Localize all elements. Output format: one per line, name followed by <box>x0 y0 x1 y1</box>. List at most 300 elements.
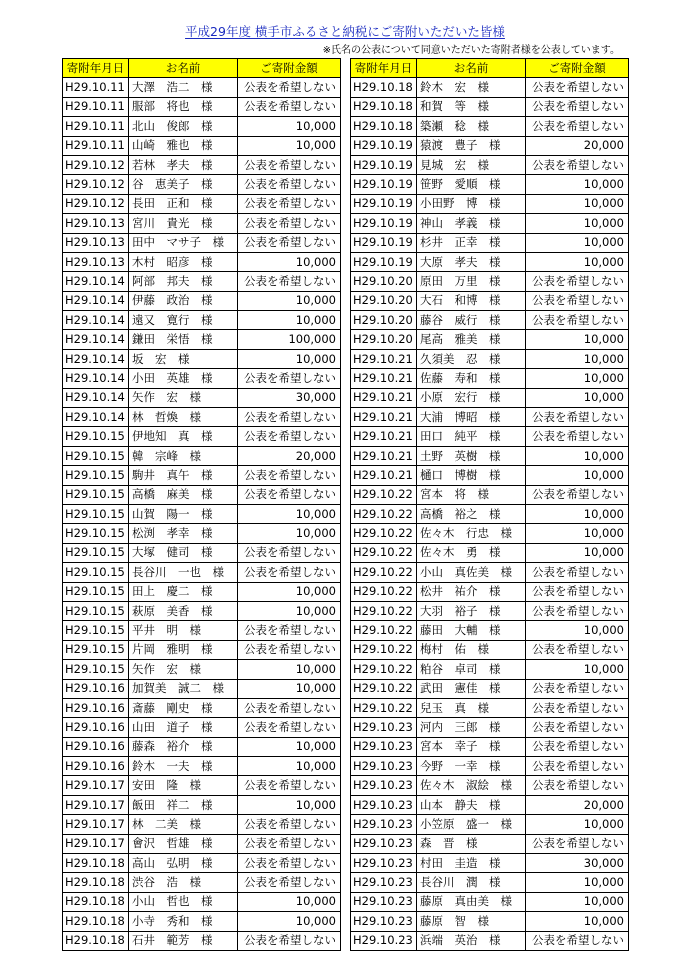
date-cell: H29.10.23 <box>351 737 417 756</box>
date-cell: H29.10.18 <box>351 117 417 136</box>
header-name: お名前 <box>417 59 526 78</box>
amount-cell: 10,000 <box>526 214 629 233</box>
table-row <box>63 175 341 194</box>
amount-cell: 10,000 <box>238 524 341 543</box>
table-row <box>351 679 629 698</box>
name-cell: 浜端 英治 様 <box>417 931 526 950</box>
name-cell: 森 晋 様 <box>417 834 526 853</box>
date-cell: H29.10.20 <box>351 330 417 349</box>
name-cell: 駒井 真午 様 <box>129 466 238 485</box>
table-row <box>351 175 629 194</box>
table-row <box>63 349 341 368</box>
date-cell: H29.10.14 <box>63 349 129 368</box>
name-cell: 韓 宗峰 様 <box>129 446 238 465</box>
date-cell: H29.10.18 <box>351 78 417 97</box>
amount-cell: 公表を希望しない <box>238 485 341 504</box>
name-cell: 梅村 佑 様 <box>417 640 526 659</box>
name-cell: 小寺 秀和 様 <box>129 912 238 931</box>
table-row <box>351 834 629 853</box>
table-row <box>63 543 341 562</box>
date-cell: H29.10.11 <box>63 97 129 116</box>
amount-cell: 10,000 <box>526 252 629 271</box>
table-row <box>351 194 629 213</box>
amount-cell: 公表を希望しない <box>526 78 629 97</box>
table-row <box>63 214 341 233</box>
amount-cell: 10,000 <box>238 311 341 330</box>
amount-cell: 公表を希望しない <box>526 776 629 795</box>
amount-cell: 10,000 <box>526 660 629 679</box>
date-cell: H29.10.22 <box>351 582 417 601</box>
amount-cell: 10,000 <box>526 175 629 194</box>
date-cell: H29.10.22 <box>351 543 417 562</box>
amount-cell: 10,000 <box>238 737 341 756</box>
name-cell: 山賀 陽一 様 <box>129 504 238 523</box>
date-cell: H29.10.23 <box>351 815 417 834</box>
amount-cell: 10,000 <box>238 504 341 523</box>
name-cell: 村田 圭造 様 <box>417 854 526 873</box>
name-cell: 久須美 忍 様 <box>417 349 526 368</box>
date-cell: H29.10.14 <box>63 408 129 427</box>
table-row <box>63 311 341 330</box>
name-cell: 藤原 智 様 <box>417 912 526 931</box>
date-cell: H29.10.15 <box>63 582 129 601</box>
amount-cell: 公表を希望しない <box>238 931 341 950</box>
name-cell: 高橋 麻美 様 <box>129 485 238 504</box>
date-cell: H29.10.22 <box>351 504 417 523</box>
table-row <box>351 369 629 388</box>
name-cell: 伊地知 真 様 <box>129 427 238 446</box>
amount-cell: 公表を希望しない <box>526 718 629 737</box>
amount-cell: 10,000 <box>526 369 629 388</box>
name-cell: 山田 道子 様 <box>129 718 238 737</box>
header-amount: ご寄附金額 <box>526 59 629 78</box>
amount-cell: 公表を希望しない <box>238 563 341 582</box>
date-cell: H29.10.18 <box>351 97 417 116</box>
table-row <box>351 621 629 640</box>
date-cell: H29.10.19 <box>351 252 417 271</box>
date-cell: H29.10.13 <box>63 214 129 233</box>
date-cell: H29.10.19 <box>351 155 417 174</box>
name-cell: 長谷川 潤 様 <box>417 873 526 892</box>
table-row <box>63 757 341 776</box>
date-cell: H29.10.16 <box>63 698 129 717</box>
date-cell: H29.10.19 <box>351 233 417 252</box>
name-cell: 若林 孝夫 様 <box>129 155 238 174</box>
amount-cell: 公表を希望しない <box>238 834 341 853</box>
table-row <box>63 563 341 582</box>
name-cell: 土野 英樹 様 <box>417 446 526 465</box>
table-row <box>63 795 341 814</box>
date-cell: H29.10.17 <box>63 795 129 814</box>
date-cell: H29.10.14 <box>63 369 129 388</box>
name-cell: 鈴木 宏 様 <box>417 78 526 97</box>
date-cell: H29.10.23 <box>351 718 417 737</box>
table-row <box>351 136 629 155</box>
date-cell: H29.10.13 <box>63 233 129 252</box>
amount-cell: 10,000 <box>238 291 341 310</box>
amount-cell: 公表を希望しない <box>238 155 341 174</box>
name-cell: 山崎 雅也 様 <box>129 136 238 155</box>
table-row <box>63 272 341 291</box>
amount-cell: 10,000 <box>238 795 341 814</box>
amount-cell: 10,000 <box>526 873 629 892</box>
date-cell: H29.10.14 <box>63 388 129 407</box>
table-row <box>351 815 629 834</box>
date-cell: H29.10.16 <box>63 679 129 698</box>
name-cell: 大塚 健司 様 <box>129 543 238 562</box>
table-row <box>63 291 341 310</box>
table-row <box>351 640 629 659</box>
date-cell: H29.10.11 <box>63 136 129 155</box>
table-row <box>351 485 629 504</box>
date-cell: H29.10.23 <box>351 931 417 950</box>
name-cell: 小山 哲也 様 <box>129 892 238 911</box>
table-row <box>63 582 341 601</box>
name-cell: 今野 一幸 様 <box>417 757 526 776</box>
table-row <box>351 543 629 562</box>
name-cell: 藤原 真由美 様 <box>417 892 526 911</box>
amount-cell: 10,000 <box>526 330 629 349</box>
amount-cell: 10,000 <box>526 524 629 543</box>
table-row <box>351 854 629 873</box>
table-row <box>351 873 629 892</box>
name-cell: 大原 孝夫 様 <box>417 252 526 271</box>
date-cell: H29.10.14 <box>63 272 129 291</box>
date-cell: H29.10.21 <box>351 369 417 388</box>
name-cell: 高山 弘明 様 <box>129 854 238 873</box>
table-row <box>351 912 629 931</box>
name-cell: 猿渡 豊子 様 <box>417 136 526 155</box>
amount-cell: 公表を希望しない <box>238 815 341 834</box>
date-cell: H29.10.18 <box>63 873 129 892</box>
name-cell: 木村 昭彦 様 <box>129 252 238 271</box>
table-row <box>63 621 341 640</box>
date-cell: H29.10.18 <box>63 892 129 911</box>
amount-cell: 10,000 <box>526 912 629 931</box>
amount-cell: 公表を希望しない <box>238 718 341 737</box>
date-cell: H29.10.15 <box>63 601 129 620</box>
date-cell: H29.10.15 <box>63 446 129 465</box>
date-cell: H29.10.23 <box>351 873 417 892</box>
table-row <box>351 466 629 485</box>
date-cell: H29.10.22 <box>351 660 417 679</box>
table-row <box>351 291 629 310</box>
name-cell: 小田野 博 様 <box>417 194 526 213</box>
table-row <box>63 155 341 174</box>
date-cell: H29.10.23 <box>351 795 417 814</box>
disclosure-note: ※氏名の公表について同意いただいた寄附者様を公表しています。 <box>322 45 620 56</box>
amount-cell: 公表を希望しない <box>526 291 629 310</box>
amount-cell: 公表を希望しない <box>526 155 629 174</box>
name-cell: 大浦 博昭 様 <box>417 408 526 427</box>
page-title: 平成29年度 横手市ふるさと納税にご寄附いただいた皆様 <box>185 24 505 39</box>
table-row <box>351 78 629 97</box>
name-cell: 尾高 雅美 様 <box>417 330 526 349</box>
table-row <box>351 504 629 523</box>
date-cell: H29.10.14 <box>63 330 129 349</box>
amount-cell: 10,000 <box>526 815 629 834</box>
amount-cell: 公表を希望しない <box>238 640 341 659</box>
amount-cell: 20,000 <box>526 136 629 155</box>
name-cell: 松渕 孝幸 様 <box>129 524 238 543</box>
amount-cell: 公表を希望しない <box>526 311 629 330</box>
name-cell: 築瀬 稔 様 <box>417 117 526 136</box>
header-date: 寄附年月日 <box>63 59 129 78</box>
name-cell: 高橋 裕之 様 <box>417 504 526 523</box>
date-cell: H29.10.21 <box>351 388 417 407</box>
date-cell: H29.10.14 <box>63 311 129 330</box>
date-cell: H29.10.22 <box>351 524 417 543</box>
amount-cell: 10,000 <box>238 912 341 931</box>
name-cell: 石井 範芳 様 <box>129 931 238 950</box>
table-row <box>351 795 629 814</box>
amount-cell: 公表を希望しない <box>526 834 629 853</box>
amount-cell: 100,000 <box>238 330 341 349</box>
amount-cell: 公表を希望しない <box>238 408 341 427</box>
name-cell: 大澤 浩二 様 <box>129 78 238 97</box>
name-cell: 佐々木 行忠 様 <box>417 524 526 543</box>
date-cell: H29.10.18 <box>63 854 129 873</box>
date-cell: H29.10.15 <box>63 543 129 562</box>
table-row <box>63 485 341 504</box>
amount-cell: 10,000 <box>526 233 629 252</box>
amount-cell: 公表を希望しない <box>238 369 341 388</box>
table-row <box>63 873 341 892</box>
header-date: 寄附年月日 <box>351 59 417 78</box>
name-cell: 鈴木 一夫 様 <box>129 757 238 776</box>
amount-cell: 公表を希望しない <box>238 175 341 194</box>
date-cell: H29.10.15 <box>63 485 129 504</box>
amount-cell: 公表を希望しない <box>526 757 629 776</box>
table-row <box>63 737 341 756</box>
amount-cell: 20,000 <box>238 446 341 465</box>
name-cell: 樋口 博樹 様 <box>417 466 526 485</box>
donor-table-right <box>350 58 629 951</box>
date-cell: H29.10.11 <box>63 117 129 136</box>
name-cell: 矢作 宏 様 <box>129 388 238 407</box>
name-cell: 片岡 雅明 様 <box>129 640 238 659</box>
table-row <box>351 252 629 271</box>
date-cell: H29.10.11 <box>63 78 129 97</box>
table-row <box>63 679 341 698</box>
amount-cell: 10,000 <box>238 601 341 620</box>
amount-cell: 公表を希望しない <box>238 97 341 116</box>
date-cell: H29.10.23 <box>351 854 417 873</box>
amount-cell: 公表を希望しない <box>526 582 629 601</box>
table-row <box>351 660 629 679</box>
amount-cell: 10,000 <box>526 621 629 640</box>
table-header-row <box>351 59 629 78</box>
amount-cell: 公表を希望しない <box>526 640 629 659</box>
name-cell: 飯田 祥二 様 <box>129 795 238 814</box>
name-cell: 服部 将也 様 <box>129 97 238 116</box>
date-cell: H29.10.18 <box>63 931 129 950</box>
table-row <box>63 854 341 873</box>
date-cell: H29.10.23 <box>351 892 417 911</box>
name-cell: 大石 和博 様 <box>417 291 526 310</box>
name-cell: 宮本 将 様 <box>417 485 526 504</box>
amount-cell: 公表を希望しない <box>526 601 629 620</box>
name-cell: 粕谷 卓司 様 <box>417 660 526 679</box>
table-row <box>351 698 629 717</box>
name-cell: 武田 憲佳 様 <box>417 679 526 698</box>
amount-cell: 公表を希望しない <box>526 563 629 582</box>
table-row <box>63 408 341 427</box>
amount-cell: 公表を希望しない <box>526 408 629 427</box>
table-row <box>63 427 341 446</box>
table-row <box>351 330 629 349</box>
date-cell: H29.10.23 <box>351 912 417 931</box>
name-cell: 宮川 貴光 様 <box>129 214 238 233</box>
table-row <box>351 349 629 368</box>
name-cell: 會沢 哲雄 様 <box>129 834 238 853</box>
amount-cell: 公表を希望しない <box>238 621 341 640</box>
table-row <box>351 272 629 291</box>
date-cell: H29.10.16 <box>63 737 129 756</box>
name-cell: 矢作 宏 様 <box>129 660 238 679</box>
header-name: お名前 <box>129 59 238 78</box>
date-cell: H29.10.15 <box>63 427 129 446</box>
name-cell: 松井 祐介 様 <box>417 582 526 601</box>
table-row <box>351 776 629 795</box>
name-cell: 田中 マサ子 様 <box>129 233 238 252</box>
amount-cell: 公表を希望しない <box>238 698 341 717</box>
date-cell: H29.10.22 <box>351 485 417 504</box>
amount-cell: 10,000 <box>526 466 629 485</box>
table-row <box>351 524 629 543</box>
name-cell: 長谷川 一也 様 <box>129 563 238 582</box>
table-row <box>351 892 629 911</box>
table-row <box>63 78 341 97</box>
amount-cell: 10,000 <box>526 194 629 213</box>
date-cell: H29.10.19 <box>351 194 417 213</box>
name-cell: 阿部 邦夫 様 <box>129 272 238 291</box>
name-cell: 林 二美 様 <box>129 815 238 834</box>
table-row <box>351 233 629 252</box>
date-cell: H29.10.15 <box>63 640 129 659</box>
date-cell: H29.10.20 <box>351 272 417 291</box>
date-cell: H29.10.23 <box>351 834 417 853</box>
amount-cell: 公表を希望しない <box>238 233 341 252</box>
amount-cell: 10,000 <box>526 504 629 523</box>
amount-cell: 10,000 <box>238 757 341 776</box>
date-cell: H29.10.21 <box>351 349 417 368</box>
table-row <box>63 233 341 252</box>
amount-cell: 10,000 <box>526 446 629 465</box>
table-row <box>351 718 629 737</box>
date-cell: H29.10.21 <box>351 466 417 485</box>
date-cell: H29.10.20 <box>351 291 417 310</box>
amount-cell: 公表を希望しない <box>238 214 341 233</box>
table-row <box>63 136 341 155</box>
date-cell: H29.10.22 <box>351 563 417 582</box>
amount-cell: 10,000 <box>238 117 341 136</box>
name-cell: 小原 宏行 様 <box>417 388 526 407</box>
name-cell: 加賀美 誠二 様 <box>129 679 238 698</box>
amount-cell: 10,000 <box>526 543 629 562</box>
date-cell: H29.10.19 <box>351 175 417 194</box>
name-cell: 田上 慶二 様 <box>129 582 238 601</box>
name-cell: 伊藤 政治 様 <box>129 291 238 310</box>
table-row <box>351 311 629 330</box>
name-cell: 北山 俊郎 様 <box>129 117 238 136</box>
date-cell: H29.10.17 <box>63 834 129 853</box>
date-cell: H29.10.20 <box>351 311 417 330</box>
table-row <box>63 330 341 349</box>
table-row <box>63 446 341 465</box>
table-row <box>63 97 341 116</box>
amount-cell: 公表を希望しない <box>526 485 629 504</box>
date-cell: H29.10.12 <box>63 194 129 213</box>
name-cell: 斎藤 剛史 様 <box>129 698 238 717</box>
table-row <box>63 194 341 213</box>
amount-cell: 公表を希望しない <box>238 854 341 873</box>
amount-cell: 10,000 <box>238 349 341 368</box>
table-row <box>351 97 629 116</box>
name-cell: 林 哲煥 様 <box>129 408 238 427</box>
name-cell: 原田 万里 様 <box>417 272 526 291</box>
table-row <box>63 892 341 911</box>
amount-cell: 公表を希望しない <box>238 466 341 485</box>
date-cell: H29.10.15 <box>63 466 129 485</box>
table-row <box>351 737 629 756</box>
amount-cell: 公表を希望しない <box>238 272 341 291</box>
amount-cell: 10,000 <box>238 252 341 271</box>
table-row <box>351 757 629 776</box>
header-amount: ご寄附金額 <box>238 59 341 78</box>
name-cell: 笹野 愛順 様 <box>417 175 526 194</box>
date-cell: H29.10.22 <box>351 640 417 659</box>
date-cell: H29.10.22 <box>351 679 417 698</box>
table-row <box>351 408 629 427</box>
table-row <box>63 912 341 931</box>
date-cell: H29.10.21 <box>351 408 417 427</box>
date-cell: H29.10.21 <box>351 427 417 446</box>
amount-cell: 公表を希望しない <box>526 117 629 136</box>
table-row <box>351 427 629 446</box>
date-cell: H29.10.22 <box>351 698 417 717</box>
table-row <box>63 834 341 853</box>
table-row <box>63 524 341 543</box>
table-row <box>63 698 341 717</box>
table-row <box>63 718 341 737</box>
amount-cell: 公表を希望しない <box>238 427 341 446</box>
date-cell: H29.10.15 <box>63 524 129 543</box>
date-cell: H29.10.19 <box>351 214 417 233</box>
date-cell: H29.10.23 <box>351 757 417 776</box>
amount-cell: 公表を希望しない <box>526 679 629 698</box>
table-row <box>351 446 629 465</box>
amount-cell: 10,000 <box>526 892 629 911</box>
amount-cell: 10,000 <box>238 660 341 679</box>
date-cell: H29.10.16 <box>63 718 129 737</box>
date-cell: H29.10.14 <box>63 291 129 310</box>
table-header-row <box>63 59 341 78</box>
name-cell: 安田 隆 様 <box>129 776 238 795</box>
date-cell: H29.10.12 <box>63 155 129 174</box>
table-row <box>63 601 341 620</box>
table-row <box>351 601 629 620</box>
amount-cell: 公表を希望しない <box>238 194 341 213</box>
name-cell: 渋谷 浩 様 <box>129 873 238 892</box>
name-cell: 坂 宏 様 <box>129 349 238 368</box>
name-cell: 兒玉 真 様 <box>417 698 526 717</box>
name-cell: 藤田 大輔 様 <box>417 621 526 640</box>
amount-cell: 30,000 <box>526 854 629 873</box>
name-cell: 宮本 幸子 様 <box>417 737 526 756</box>
table-row <box>351 117 629 136</box>
amount-cell: 公表を希望しない <box>238 776 341 795</box>
